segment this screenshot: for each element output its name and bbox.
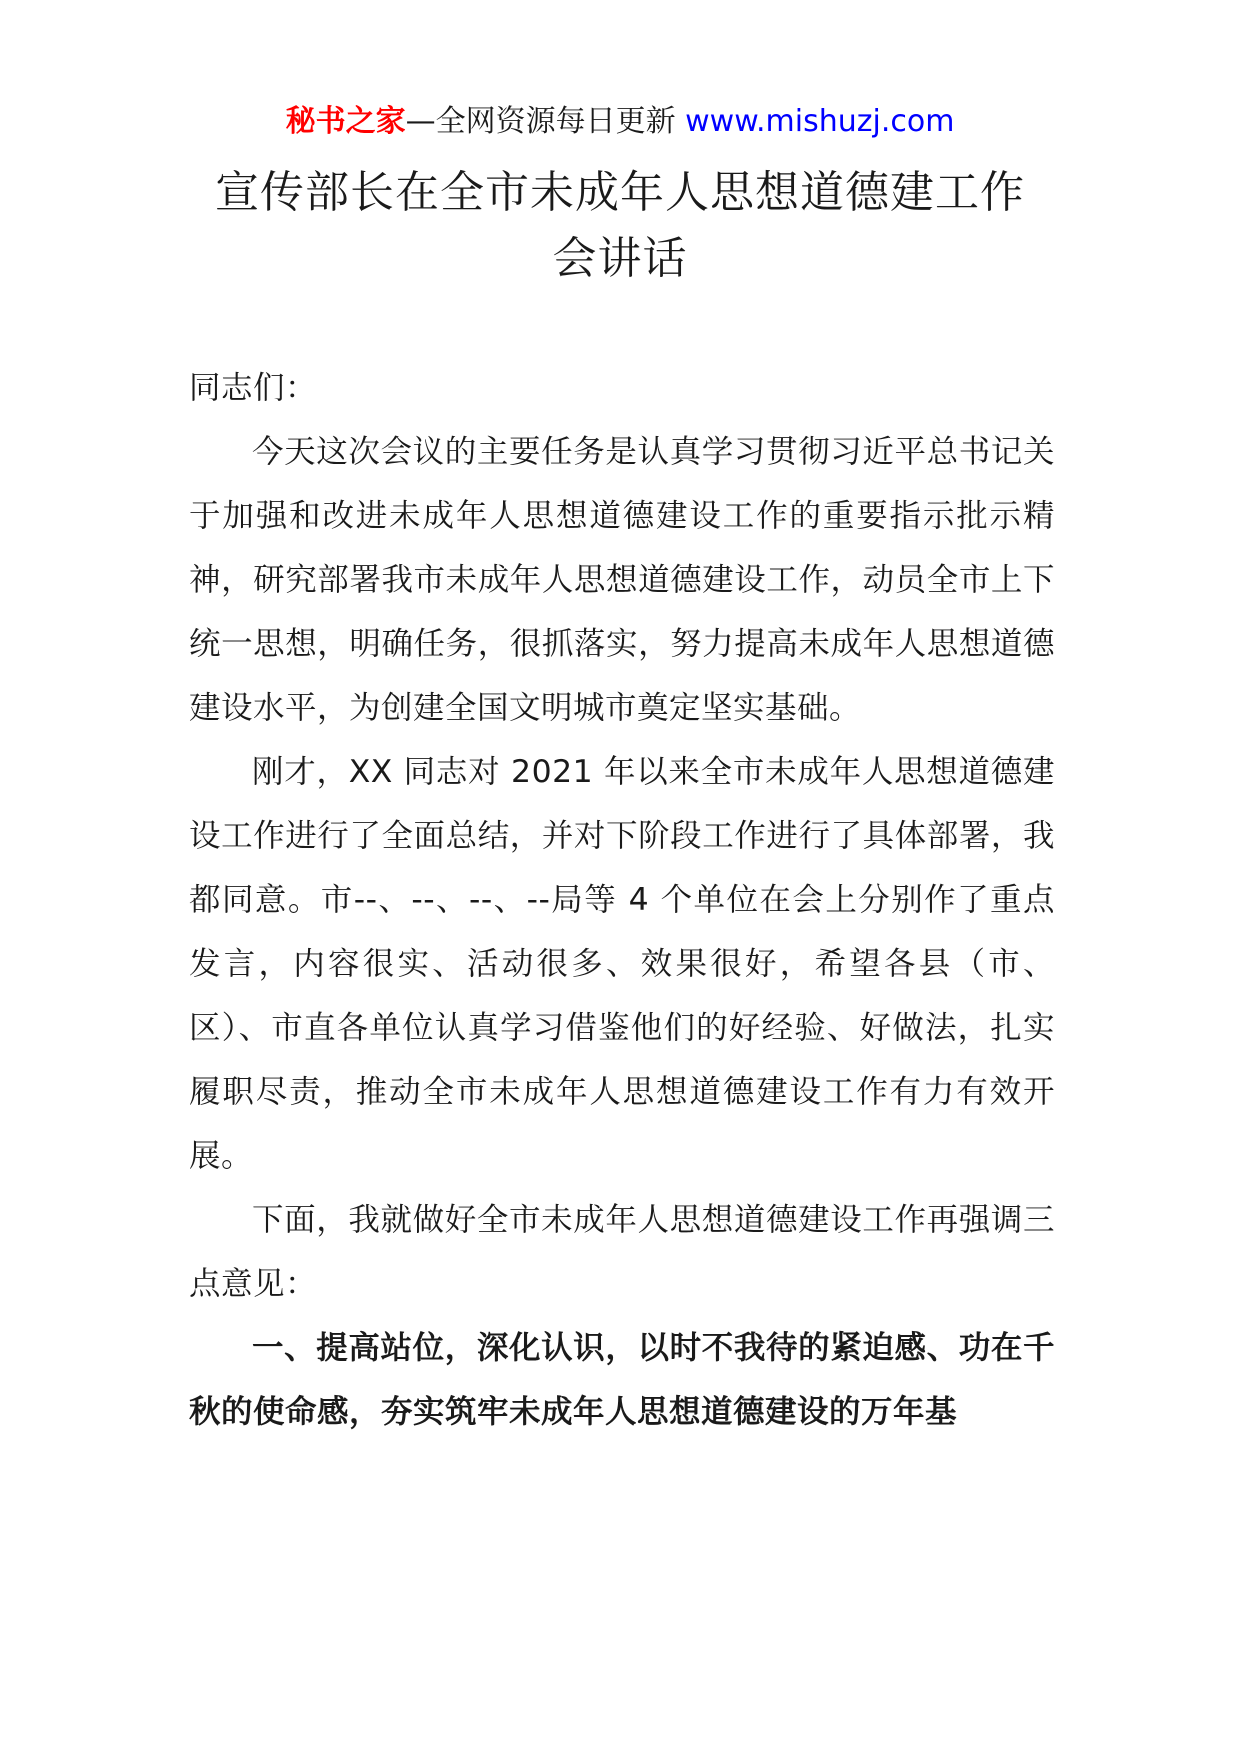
document-title xyxy=(150,160,1090,292)
salutation: 同志们： xyxy=(189,370,318,406)
paragraph-3: 下面，我就做好全市未成年人思想道德建设工作再强调三点意见： xyxy=(189,1202,1055,1302)
section-heading-1: 一、提高站位，深化认识，以时不我待的紧迫感、功在千秋的使命感，夯实筑牢未成年人思想道德建设的万年基 xyxy=(189,1330,1055,1430)
paragraph-2: 刚才，XX 同志对 2021 年以来全市未成年人思想道德建设工作进行了全面总结，并对下阶段工作进行了具体部署，我都同意。市--、--、--、--局等 4 个单位在会上分别作了重点发言，内容很实、活动很多、效果很好，希望各县（市、区）、市直各单位认真学习借鉴他们的好经验、好做法，扎实履职尽责，推动全市未成年人思想道德建设工作有力有效开展。 xyxy=(189,754,1055,1174)
source-banner xyxy=(0,100,1240,144)
website-link[interactable]: www.mishuzj.com xyxy=(685,104,955,139)
paragraph-1: 今天这次会议的主要任务是认真学习贯彻习近平总书记关于加强和改进未成年人思想道德建设工作的重要指示批示精神，研究部署我市未成年人思想道德建设工作，动员全市上下统一思想，明确任务，很抓落实，努力提高未成年人思想道德建设水平，为创建全国文明城市奠定坚实基础。 xyxy=(189,434,1055,726)
title-line-2: 会讲话 xyxy=(552,233,688,284)
brand-tagline: —全网资源每日更新 xyxy=(405,104,686,139)
brand-name: 秘书之家 xyxy=(285,104,406,139)
document-body xyxy=(189,356,1055,1444)
title-line-1: 宣传部长在全市未成年人思想道德建工作 xyxy=(215,167,1025,218)
